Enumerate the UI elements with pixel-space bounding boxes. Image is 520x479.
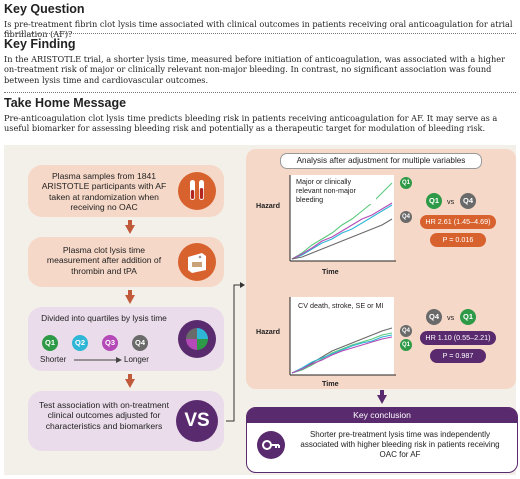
plot1-q4-end-badge: Q4 (400, 211, 412, 223)
plot2-vs: vs (447, 313, 455, 322)
step4-box (28, 391, 224, 451)
plot1-compare-qb: Q4 (460, 193, 476, 209)
q3-badge: Q3 (102, 335, 118, 351)
plot1-y-label: Hazard (256, 201, 280, 210)
analysis-title: Analysis after adjustment for multiple variables (280, 153, 482, 169)
shorter-label: Shorter (40, 355, 67, 364)
analysis-box (246, 149, 516, 389)
conclusion-box (246, 407, 518, 473)
test-tubes-icon (178, 172, 216, 210)
connector-bracket (224, 255, 246, 435)
plot1-hr: HR 2.61 (1.45–4.69) (420, 215, 496, 229)
flow-arrow-head (125, 379, 135, 388)
plot2-title: CV death, stroke, SE or MI (298, 301, 394, 310)
plot2-q4-end-badge: Q4 (400, 325, 412, 337)
key-question-section (4, 2, 516, 40)
key-finding-title: Key Finding (4, 37, 76, 51)
flow-arrow-head (125, 295, 135, 304)
shorter-longer-arrow (72, 356, 124, 364)
plot2-q1-end-badge: Q1 (400, 339, 412, 351)
flow-arrow-head (125, 225, 135, 234)
step2-box (28, 237, 224, 287)
longer-label: Longer (124, 355, 149, 364)
key-question-title: Key Question (4, 2, 85, 16)
plot2-hr: HR 1.10 (0.55–2.21) (420, 331, 496, 345)
plot1-compare-qa: Q1 (426, 193, 442, 209)
step3-title: Divided into quartiles by lysis time (41, 313, 167, 323)
plot1-x-label: Time (322, 267, 339, 276)
key-icon (257, 431, 285, 459)
q4-badge: Q4 (132, 335, 148, 351)
plot2-compare-qa: Q4 (426, 309, 442, 325)
plot1-title: Major or clinically relevant non-major bleeding (296, 177, 376, 204)
plot1-q1-end-badge: Q1 (400, 177, 412, 189)
plot2-p: P = 0.987 (430, 349, 486, 363)
key-question-text: Is pre-treatment fibrin clot lysis time associated with clinical outcomes in patients receiving oral anticoagulation for atrial fibrillation (AF)? (4, 19, 513, 40)
step1-text: Plasma samples from 1841 ARISTOTLE participants with AF taken at randomization when receiving no OAC (41, 171, 167, 213)
analyzer-icon (178, 243, 216, 281)
divider (4, 33, 516, 34)
take-home-text: Pre-anticoagulation clot lysis time predicts bleeding risk in patients receiving anticoagulation for AF. It may serve as a useful biomarker for assessing bleeding risk and potentially as a therapeutic target for modulation of bleeding risk. (4, 113, 498, 134)
take-home-title: Take Home Message (4, 96, 127, 110)
conclusion-title: Key conclusion (247, 408, 517, 423)
key-finding-text: In the ARISTOTLE trial, a shorter lysis time, measured before initiation of anticoagulation, was associated with a higher on-treatment risk of major or clinically relevant non-major bleeding. In contrast, no significant association was found between lysis time and cardiovascular outcomes. (4, 54, 506, 85)
graphical-abstract (4, 145, 516, 475)
step4-text: Test association with on-treatment clinical outcomes adjusted for characteristics and biomarkers (39, 400, 169, 431)
plot2-compare-qb: Q1 (460, 309, 476, 325)
plot1-vs: vs (447, 197, 455, 206)
step3-box (28, 307, 224, 371)
vs-icon: VS (176, 400, 218, 442)
step2-text: Plasma clot lysis time measurement after addition of thrombin and tPA (46, 245, 162, 276)
divider (4, 92, 516, 93)
take-home-section (4, 96, 516, 134)
plot2-y-label: Hazard (256, 327, 280, 336)
q1-badge: Q1 (42, 335, 58, 351)
step1-box (28, 165, 224, 217)
q2-badge: Q2 (72, 335, 88, 351)
conclusion-text: Shorter pre-treatment lysis time was independently associated with higher bleeding risk in patients receiving OAC for AF (300, 430, 500, 459)
key-finding-section (4, 37, 516, 85)
conclusion-arrow-head (377, 395, 387, 404)
plot2-x-label: Time (322, 379, 339, 388)
quartile-pie-icon (178, 320, 216, 358)
plot1-p: P = 0.016 (430, 233, 486, 247)
